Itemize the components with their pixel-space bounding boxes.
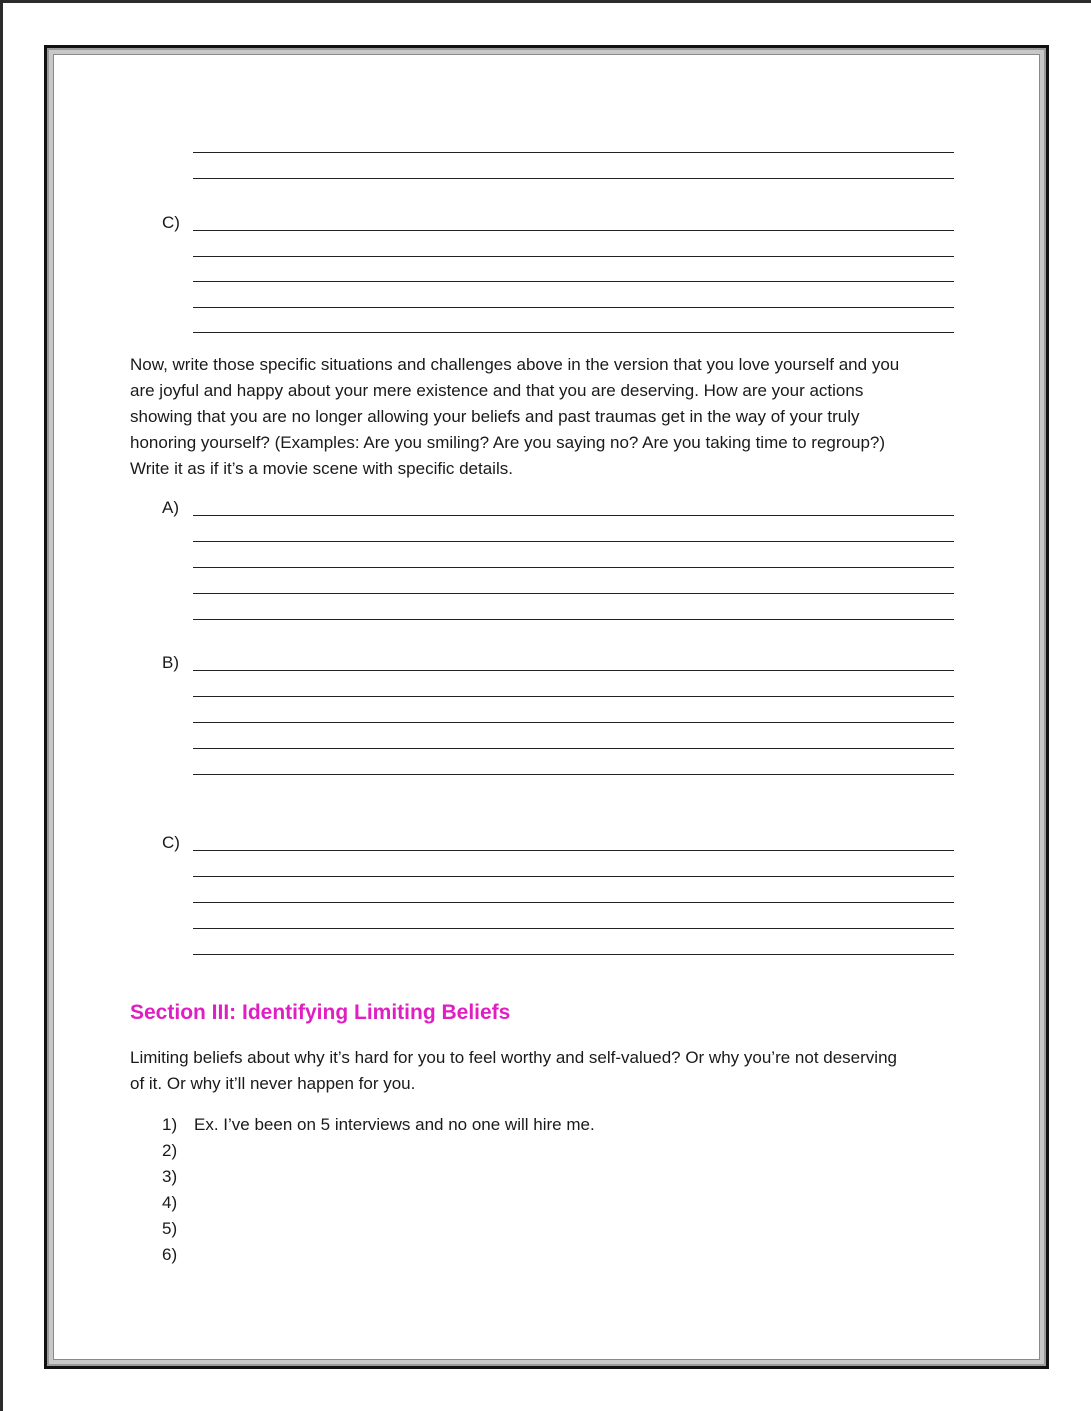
- item-label-a: A): [162, 498, 179, 517]
- writing-line[interactable]: [193, 722, 954, 723]
- writing-line[interactable]: [193, 696, 954, 697]
- list-number: 5): [162, 1219, 178, 1238]
- writing-line[interactable]: [193, 670, 954, 671]
- writing-line[interactable]: [193, 619, 954, 620]
- writing-line[interactable]: [193, 567, 954, 568]
- list-item: [162, 1139, 595, 1165]
- list-item-text[interactable]: Ex. I’ve been on 5 interviews and no one will hire me.: [194, 1115, 595, 1134]
- list-number: 6): [162, 1245, 178, 1264]
- list-number: 2): [162, 1141, 178, 1160]
- limiting-beliefs-list: [162, 1113, 595, 1269]
- writing-line[interactable]: [193, 748, 954, 749]
- list-number: 4): [162, 1193, 178, 1212]
- item-label-c-top: C): [162, 213, 180, 232]
- writing-line[interactable]: [193, 774, 954, 775]
- list-number: 3): [162, 1167, 178, 1186]
- writing-line[interactable]: [193, 876, 954, 877]
- writing-line[interactable]: [193, 178, 954, 179]
- section-heading: Section III: Identifying Limiting Beliefs: [130, 1001, 511, 1024]
- writing-line[interactable]: [193, 332, 954, 333]
- prompt-line: honoring yourself? (Examples: Are you smiling? Are you saying no? Are you taking time to regroup?): [130, 433, 886, 452]
- item-label-c: C): [162, 833, 180, 852]
- writing-line[interactable]: [193, 541, 954, 542]
- writing-line[interactable]: [193, 230, 954, 231]
- prompt-line: Now, write those specific situations and challenges above in the version that you love yourself and you: [130, 355, 900, 374]
- writing-line[interactable]: [193, 152, 954, 153]
- writing-line[interactable]: [193, 307, 954, 308]
- prompt-paragraph: [130, 352, 960, 482]
- writing-line[interactable]: [193, 954, 954, 955]
- list-item: [162, 1191, 595, 1217]
- list-item: [162, 1217, 595, 1243]
- writing-line[interactable]: [193, 256, 954, 257]
- item-label-b: B): [162, 653, 179, 672]
- writing-line[interactable]: [193, 902, 954, 903]
- prompt-line: showing that you are no longer allowing your beliefs and past traumas get in the way of your truly: [130, 407, 860, 426]
- list-number: 1): [162, 1115, 178, 1134]
- list-item: [162, 1113, 595, 1139]
- writing-line[interactable]: [193, 281, 954, 282]
- section-intro-line: of it. Or why it’ll never happen for you.: [130, 1074, 416, 1093]
- list-item: [162, 1165, 595, 1191]
- section-intro: [130, 1045, 960, 1097]
- writing-line[interactable]: [193, 928, 954, 929]
- writing-line[interactable]: [193, 515, 954, 516]
- writing-line[interactable]: [193, 850, 954, 851]
- writing-line[interactable]: [193, 593, 954, 594]
- list-item: [162, 1243, 595, 1269]
- prompt-line: are joyful and happy about your mere existence and that you are deserving. How are your actions: [130, 381, 864, 400]
- prompt-line: Write it as if it’s a movie scene with specific details.: [130, 459, 513, 478]
- section-intro-line: Limiting beliefs about why it’s hard for you to feel worthy and self-valued? Or why you’re not deserving: [130, 1048, 897, 1067]
